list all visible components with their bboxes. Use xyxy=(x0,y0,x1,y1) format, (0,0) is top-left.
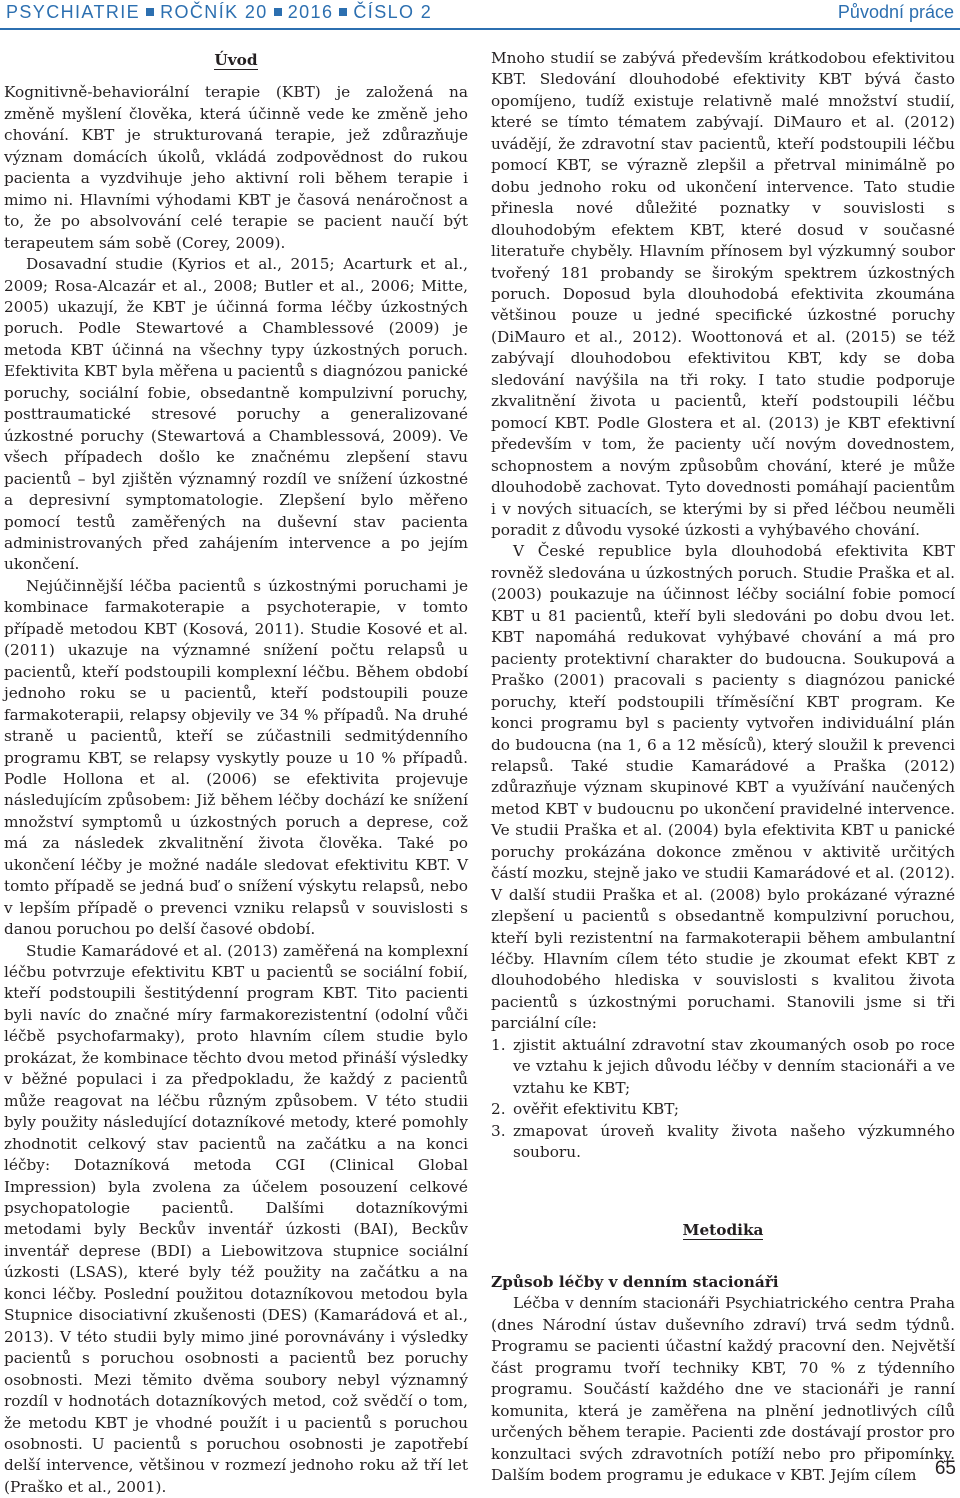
list-text: ověřit efektivitu KBT; xyxy=(513,1100,680,1119)
paragraph: Mnoho studií se zabývá především krátkodobou efektivitou KBT. Sledování dlouhodobé efektivity KBT bývá často opomíjeno, tudíž existuje relativně malé množství studií, které se tímto tématem zabývají. DiMauro et al. (2012) uvádějí, že zdravotní stav pacientů, kteří podstoupili léčbu pomocí KBT, se výrazně zlepšil a přetrval minimálně po dobu jednoho roku od ukončení intervence. Tato studie přinesla nové důležité poznatky v souvislosti s dlouhodobým efektem KBT, které dosud v současné literatuře chyběly. Hlavním přínosem byl výzkumný soubor tvořený 181 probandy se širokým spektrem úzkostných poruch. Doposud byla dlouhodobá efektivita zkoumána většinou pouze u jedné specifické úzkostné poruchy (DiMauro et al., 2012). Woottonová et al. (2015) se též zabývají dlouhodobou efektivitou KBT, kdy se doba sledování navýšila na tři roky. I tato studie podporuje zkvalitnění života u pacientů, kteří podstoupili léčbu pomocí KBT. Podle Glostera et al. (2013) je KBT efektivní především v tom, že pacienty učí novým dovednostem, schopnostem a novým způsobům chování, které je může dlouhodobě zachovat. Tyto dovednosti pomáhají pacientům i v nových situacích, se kterými by si před léčbou neuměli poradit z důvodu vysoké úzkosti a vyhýbavého chování. xyxy=(491,49,955,539)
separator-square-icon xyxy=(339,8,347,16)
year: 2016 xyxy=(287,2,334,22)
paragraph: Studie Kamarádové et al. (2013) zaměřená na komplexní léčbu potvrzuje efektivitu KBT u pacientů se sociální fobií, kteří podstoupili šestitýdenní program KBT. Tito pacienti byli navíc do značné míry farmakorezistentní (odolní vůči léčbě psychofarmaky), proto hlavním cílem studie bylo prokázat, že kombinace těchto dvou metod přináší výsledky v běžné populaci i za předpokladu, že každý z pacientů může reagovat na léčbu různým způsobem. V této studii byly použity následující dotazníkové metody, které pomohly zhodnotit celkový stav pacientů na začátku a na konci léčby: Dotazníková metoda CGI (Clinical Global Impression) byla zvolena za účelem posouzení celkové psychopatologie pacientů. Dalšími dotazníkovými metodami byly Beckův inventář úzkosti (BAI), Beckův inventář deprese (BDI) a Liebowitzova stupnice sociální úzkosti (LSAS), které byly též použity na začátku a na konci léčby. Poslední použitou dotazníkovou metodou byla Stupnice disociativní zkušenosti (DES) (Kamarádová et al., 2013). V této studii byly mimo jiné porovnávány i výsledky pacientů s poruchou osobnosti a pacientů bez poruchy osobnosti. Mezi těmito dvěma soubory nebyl významný rozdíl v hodnotách dotazníkových metod, což svědčí o tom, že metodu KBT je vhodné použít i u pacientů s poruchou osobnosti. U pacientů s poruchou osobnosti je zapotřebí delší intervence, většinou v rozmezí jednoho roku až tří let (Praško et al., 2001). xyxy=(4,941,468,1496)
paragraph: Nejúčinnější léčba pacientů s úzkostnými poruchami je kombinace farmakoterapie a psychoterapie, v tomto případě metodou KBT (Kosová, 2011). Studie Kosové et al. (2011) ukazuje na významné snížení počtu relapsů u pacientů, kteří podstoupili komplexní léčbu. Během období jednoho roku se u pacientů, kteří podstoupili pouze farmakoterapii, relapsy objevily ve 34 % případů. Na druhé straně u pacientů, kteří se zúčastnili sedmitýdenního programu KBT, se relapsy vyskytly pouze u 10 % případů. Podle Hollona et al. (2006) se efektivita projevuje následujícím způsobem: Již během léčby dochází ke snížení množství symptomů u úzkostných poruch a deprese, což má za následek zkvalitnění života člověka. Také po ukončení léčby je možné nadále sledovat efektivitu KBT. V tomto případě se jedná buď o snížení výskytu relapsů, nebo v lepším případě o prevenci vzniku relapsů v souvislosti s danou poruchou po delší časové období. xyxy=(4,576,468,939)
heading-text: Úvod xyxy=(214,51,258,69)
right-column xyxy=(491,48,955,1487)
paragraph: Léčba v denním stacionáři Psychiatrického centra Praha (dnes Národní ústav duševního zdraví) trvá sedm týdnů. Programu se pacienti účastní každý pracovní den. Největší část programu tvoří techniky KBT, 70 % z týdenního programu. Součástí každého dne ve stacionáři je ranní komunita, která je zaměřena na plnění jednotlivých cílů určených během terapie. Pacienti zde dostávají prostor pro konzultaci svých zdravotních potíží nebo pro připomínky. Dalším bodem programu je edukace v KBT. Jejím cílem xyxy=(491,1294,955,1485)
spacer xyxy=(491,1252,955,1272)
section-heading-methods xyxy=(491,1220,955,1241)
list-text: zmapovat úroveň kvality života našeho výzkumného souboru. xyxy=(513,1121,955,1162)
list-item xyxy=(491,1121,955,1164)
heading-text: Metodika xyxy=(682,1220,764,1239)
left-column xyxy=(4,48,468,1498)
subsection-heading: Způsob léčby v denním stacionáři xyxy=(491,1273,779,1292)
issue: ČÍSLO 2 xyxy=(353,2,433,22)
list-number: 2. xyxy=(491,1100,506,1119)
list-number: 3. xyxy=(491,1121,506,1140)
list-item xyxy=(491,1099,955,1120)
journal-name: PSYCHIATRIE xyxy=(6,2,141,22)
list-text: zjistit aktuální zdravotní stav zkoumaných osob po roce ve vztahu k jejich důvodu léčby v denním stacionáři a ve vztahu ke KBT; xyxy=(513,1035,955,1097)
paragraph: Dosavadní studie (Kyrios et al., 2015; Acarturk et al., 2009; Rosa-Alcazár et al., 2008; Butler et al., 2006; Mitte, 2005) ukazují, že KBT je účinná forma léčby úzkostných poruch. Podle Stewartové a Chamblessové (2009) je metoda KBT účinná na všechny typy úzkostných poruch. Efektivita KBT byla měřena u pacientů s diagnózou panické poruchy, sociální fobie, obsedantně kompulzivní poruchy, posttraumatické stresové poruchy a generalizované úzkostné poruchy (Stewartová a Chamblessová, 2009). Ve všech případech došlo ke značnému zlepšení stavu pacientů – byl zjištěn významný rozdíl ve snížení úzkostné a depresivní symptomatologie. Zlepšení bylo měřeno pomocí testů zaměřených na duševní stav pacienta administrovaných před zahájením intervence a po jejím ukončení. xyxy=(4,255,468,574)
objectives-list xyxy=(491,1035,955,1164)
article-type: Původní práce xyxy=(837,2,954,22)
paragraph: V České republice byla dlouhodobá efektivita KBT rovněž sledována u úzkostných poruch. Studie Praška et al. (2003) poukazuje na účinnost léčby sociální fobie pomocí KBT u 81 pacientů, kteří byli sledováni po dobu dvou let. KBT napomáhá redukovat vyhýbavé chování a má pro pacienty protektivní charakter do budoucna. Soukupová a Praško (2001) pracovali s pacienty s diagnózou panické poruchy, kteří podstoupili tříměsíční KBT program. Ke konci programu byl s pacienty vytvořen individuální plán do budoucna (na 1, 6 a 12 měsíců), který sloužil k prevenci relapsů. Také studie Kamarádové a Praška (2012) zdůrazňuje význam skupinové KBT a využívání naučených metod KBT v budoucnu po ukončení pravidelné intervence. Ve studii Praška et al. (2004) byla efektivita KBT u panické poruchy prokázána dokonce změnou v aktivitě určitých částí mozku, stejně jako ve studii Kamarádové et al. (2012). V další studii Praška et al. (2008) bylo prokázané výrazné zlepšení u pacientů s obsedantně kompulzivní poruchou, kteří byli rezistentní na farmakoterapii během ambulantní léčby. Hlavním cílem této studie je zkoumat efekt KBT z dlouhodobého hlediska v souvislosti s kvalitou života pacientů s úzkostnými poruchami. Stanovili jsme si tři parciální cíle: xyxy=(491,542,955,1033)
journal-info xyxy=(6,2,432,23)
spacer xyxy=(491,1164,955,1218)
volume: ROČNÍK 20 xyxy=(160,2,268,22)
header-rule xyxy=(0,28,960,30)
page-number: 65 xyxy=(934,1458,956,1479)
list-number: 1. xyxy=(491,1035,506,1054)
list-item xyxy=(491,1035,955,1099)
paragraph: Kognitivně-behaviorální terapie (KBT) je založená na změně myšlení člověka, která účinně vede ke změně jeho chování. KBT je strukturovaná terapie, jež zdůrazňuje význam domácích úkolů, vkládá zodpovědnost do rukou pacienta a vyzdvihuje jeho aktivní roli během terapie i mimo ni. Hlavními výhodami KBT je časová nenáročnost a to, že po absolvování celé terapie se pacient naučí být terapeutem sám sobě (Corey, 2009). xyxy=(4,83,468,252)
running-header xyxy=(6,0,954,26)
section-heading-intro xyxy=(4,50,468,71)
separator-square-icon xyxy=(146,8,154,16)
separator-square-icon xyxy=(274,8,282,16)
